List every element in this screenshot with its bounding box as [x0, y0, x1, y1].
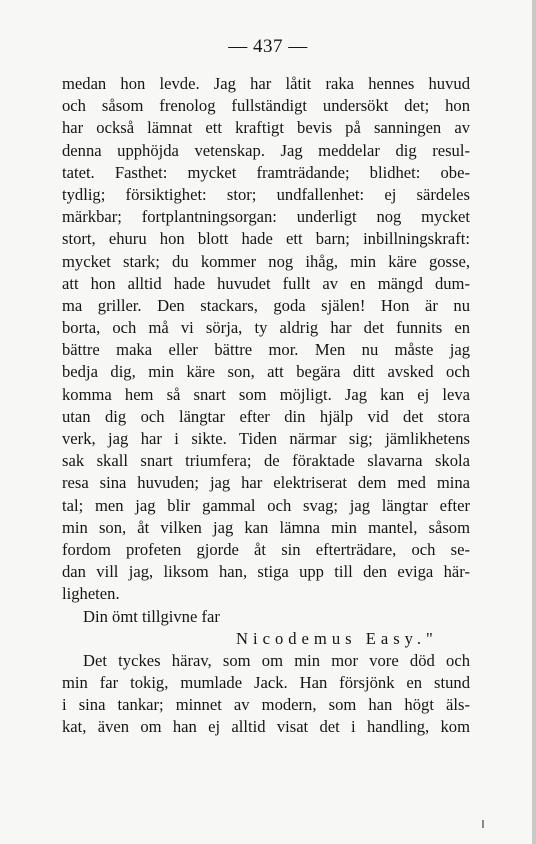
- letter-paragraph: [62, 73, 470, 606]
- letter-closing: [62, 606, 470, 650]
- text-line: verk, jag har i sikte. Tiden närmar sig; jämlikhetens: [62, 429, 470, 448]
- text-line: märkbar; fortplantningsorgan: underligt nog mycket: [62, 207, 470, 227]
- text-line: tydlig; försiktighet: stor; undfallenhet: ej särdeles: [62, 184, 470, 204]
- page-body: [62, 73, 470, 739]
- text-line: borta, och må vi sörja, ty aldrig har det funnits en: [62, 318, 470, 338]
- text-line: mycket stark; du kommer nog ihåg, min käre gosse,: [62, 251, 470, 271]
- page-number: — 437 —: [228, 36, 308, 57]
- text-line: komma hem så snart som möjligt. Jag kan ej leva: [62, 384, 470, 404]
- text-line: min far tokig, mumlade Jack. Han försjönk en stund: [62, 673, 470, 693]
- page-edge-shadow: [532, 0, 536, 844]
- text-line: sak skall snart triumfera; de föraktade slavarna skola: [62, 451, 470, 471]
- text-line: bättre maka eller bättre mor. Men nu måste jag: [62, 340, 470, 360]
- text-line: resa sina huvuden; jag har elektriserat dem med mina: [62, 473, 470, 493]
- text-line: i sina tankar; minnet av modern, som han högt äls-: [62, 695, 470, 715]
- scan-speck: [482, 820, 484, 828]
- text-line: har också lämnat ett kraftigt bevis på sanningen av: [62, 118, 470, 138]
- text-line: stort, ehuru hon blott hade ett barn; inbillningskraft:: [62, 229, 470, 249]
- text-line: att hon alltid hade huvudet fullt av en mängd dum-: [62, 273, 470, 293]
- text-line: bedja dig, min käre son, att begära ditt avsked och: [62, 362, 470, 382]
- text-line: tal; men jag blir gammal och svag; jag längtar efter: [62, 495, 470, 515]
- text-line: kat, även om han ej alltid visat det i handling, kom: [62, 717, 470, 737]
- signature: Nicodemus Easy.": [236, 628, 438, 648]
- text-line: ligheten.: [62, 584, 120, 604]
- text-line: Det tyckes härav, som om min mor vore död och: [83, 650, 470, 670]
- text-line: ma griller. Den stackars, goda själen! Hon är nu: [62, 295, 470, 315]
- narrative-paragraph: [62, 650, 470, 739]
- text-line: medan hon levde. Jag har låtit raka hennes huvud: [62, 74, 470, 93]
- text-line: denna upphöjda vetenskap. Jag meddelar dig resul-: [62, 140, 470, 160]
- text-line: tatet. Fasthet: mycket framträdande; blidhet: obe-: [62, 162, 470, 182]
- text-line: dan vill jag, liksom han, stiga upp till den eviga här-: [62, 562, 470, 582]
- text-line: och såsom frenolog fullständigt undersökt det; hon: [62, 96, 470, 116]
- text-line: fordom profeten gjorde åt sin efterträdare, och se-: [62, 539, 470, 559]
- text-line: min son, åt vilken jag kan lämna min mantel, såsom: [62, 517, 470, 537]
- closing-line: Din ömt tillgivne far: [83, 606, 220, 626]
- text-line: utan dig och längtar efter din hjälp vid det stora: [62, 406, 470, 426]
